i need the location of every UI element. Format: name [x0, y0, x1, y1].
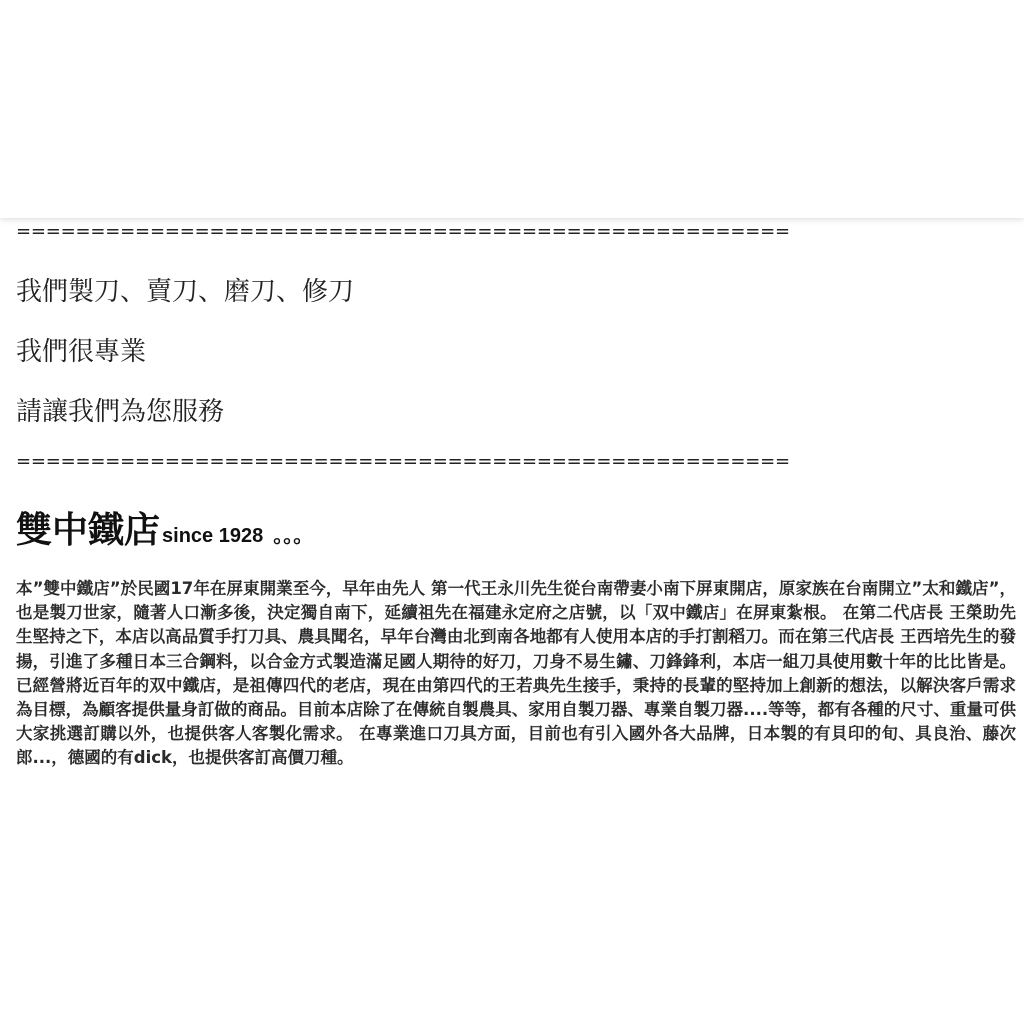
tagline-1: 我們製刀、賣刀、磨刀、修刀	[16, 277, 355, 307]
header-area	[0, 0, 1024, 218]
divider-bottom: ====================================================	[16, 452, 790, 472]
tagline-3: 請讓我們為您服務	[16, 397, 225, 427]
title-dots: 。。。	[273, 523, 314, 547]
store-title: 雙中鐵店	[16, 510, 161, 551]
divider-top: ====================================================	[16, 222, 790, 242]
main-content	[16, 218, 1016, 771]
store-description: 本”雙中鐵店”於民國17年在屏東開業至今，早年由先人 第一代王永川先生從台南帶妻小南下屏東開店，原家族在台南開立”太和鐵店”，也是製刀世家，隨著人口漸多後，決定獨自南下，延續祖先在福建永定府之店號，以「双中鐵店」在屏東紮根。 在第二代店長 王榮助先生堅持之下，本店以高品質手打刀具、農具聞名，早年台灣由北到南各地都有人使用本店的手打割稻刀。而在第三代店長 王西培先生的發揚，引進了多種日本三合鋼料，以合金方式製造滿足國人期待的好刀，刀身不易生鏽、刀鋒鋒利，本店一組刀具使用數十年的比比皆是。 已經營將近百年的双中鐵店，是祖傳四代的老店，現在由第四代的王若典先生接手，秉持的長輩的堅持加上創新的想法，以解決客戶需求為目標，為顧客提供量身訂做的商品。目前本店除了在傳統自製農具、家用自製刀器、專業自製刀器....等等，都有各種的尺寸、重量可供大家挑選訂購以外，也提供客人客製化需求。 在專業進口刀具方面，目前也有引入國外各大品牌，日本製的有貝印的旬、具良治、藤次郎...，德國的有dick，也提供客訂高價刀種。	[16, 579, 1016, 768]
tagline-2: 我們很專業	[16, 337, 147, 367]
store-title-row	[16, 502, 1016, 553]
since-year: since 1928	[162, 525, 264, 547]
